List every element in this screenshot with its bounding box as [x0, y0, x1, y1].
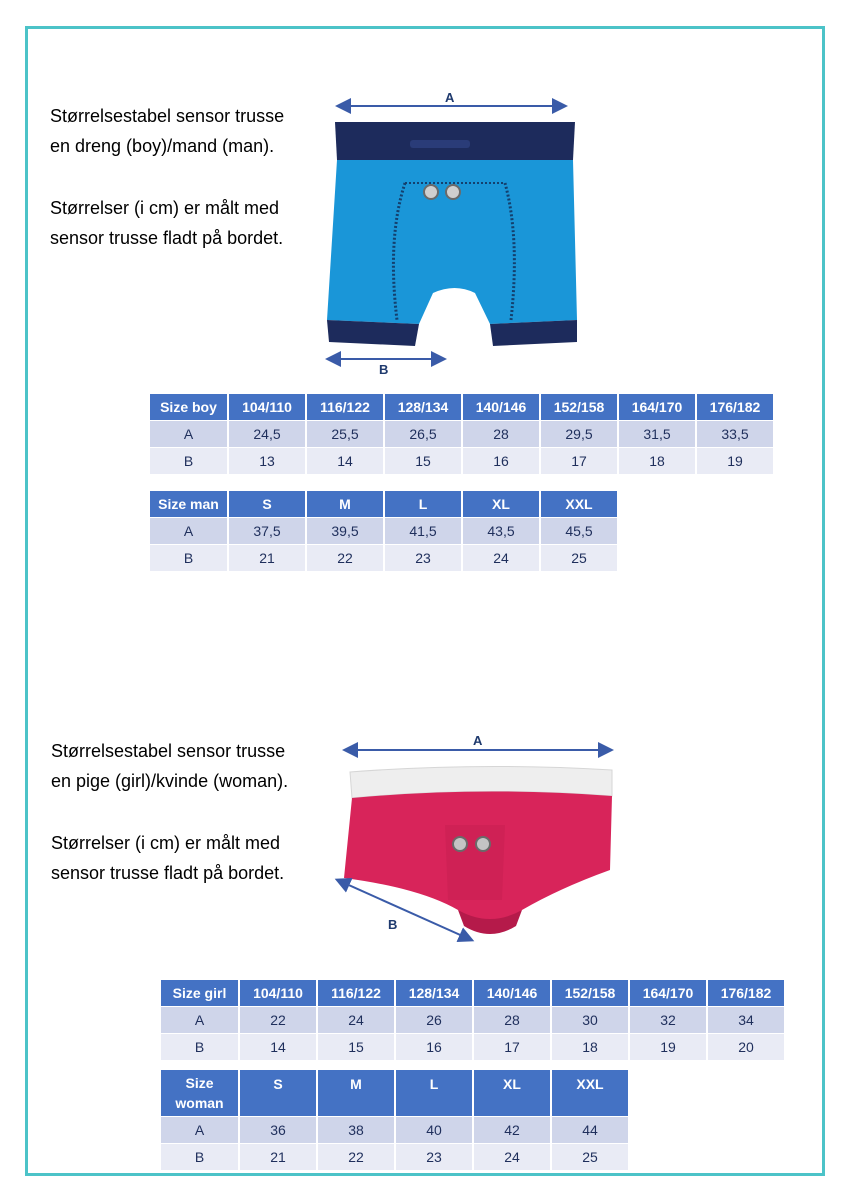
girl-intro-line2: en pige (girl)/kvinde (woman).: [51, 771, 289, 791]
table-cell: 25: [552, 1143, 628, 1170]
table-header-cell: 176/182: [708, 980, 784, 1006]
size-table-girl: [159, 980, 786, 1060]
table-row: [150, 447, 773, 474]
table-cell: 22: [318, 1143, 394, 1170]
table-header-cell: 164/170: [619, 394, 695, 420]
man-header-row: [150, 491, 617, 517]
table-cell: 36: [240, 1116, 316, 1143]
table-cell: 37,5: [229, 517, 305, 544]
table-row: [150, 420, 773, 447]
table-cell: 15: [385, 447, 461, 474]
girl-header-row: [161, 980, 784, 1006]
table-header-cell: S: [240, 1070, 316, 1116]
table-cell: 41,5: [385, 517, 461, 544]
table-cell: 14: [307, 447, 383, 474]
boy-header-row: [150, 394, 773, 420]
table-cell: 28: [474, 1006, 550, 1033]
table-header-cell: 164/170: [630, 980, 706, 1006]
table-cell: 16: [396, 1033, 472, 1060]
table-cell: 19: [630, 1033, 706, 1060]
table-row: [161, 1006, 784, 1033]
table-cell: 40: [396, 1116, 472, 1143]
table-cell: 39,5: [307, 517, 383, 544]
table-header-cell: 152/158: [552, 980, 628, 1006]
table-cell: B: [161, 1033, 238, 1060]
table-cell: 20: [708, 1033, 784, 1060]
girl-dim-a-label: A: [473, 733, 483, 748]
table-row: [150, 517, 617, 544]
table-cell: 31,5: [619, 420, 695, 447]
table-cell: 28: [463, 420, 539, 447]
boxer-brief-illustration: [315, 88, 585, 380]
table-cell: 19: [697, 447, 773, 474]
table-header-cell: 176/182: [697, 394, 773, 420]
girl-dim-b-label: B: [388, 917, 398, 932]
table-cell: B: [161, 1143, 238, 1170]
woman-header-line1: Size: [185, 1075, 214, 1091]
table-header-cell: 128/134: [385, 394, 461, 420]
table-cell: 14: [240, 1033, 316, 1060]
boy-intro-text: [50, 101, 284, 253]
table-cell: 29,5: [541, 420, 617, 447]
girl-intro-text: [51, 736, 288, 888]
boy-intro-line3: Størrelser (i cm) er målt med: [50, 198, 280, 218]
boy-dim-b-label: B: [379, 362, 389, 377]
table-cell: 23: [396, 1143, 472, 1170]
boy-intro-line4: sensor trusse fladt på bordet.: [50, 228, 284, 248]
table-header-cell: M: [318, 1070, 394, 1116]
table-header-cell: 152/158: [541, 394, 617, 420]
table-header-cell: 140/146: [463, 394, 539, 420]
table-cell: 24: [318, 1006, 394, 1033]
table-header-cell: L: [385, 491, 461, 517]
table-cell: B: [150, 544, 227, 571]
table-cell: 33,5: [697, 420, 773, 447]
table-header-cell: XXL: [552, 1070, 628, 1116]
table-header-cell: S: [229, 491, 305, 517]
table-cell: B: [150, 447, 227, 474]
table-header-cell: 140/146: [474, 980, 550, 1006]
table-header-cell: Size man: [150, 491, 227, 517]
right-leg-band: [490, 320, 577, 346]
table-cell: A: [161, 1116, 238, 1143]
table-cell: A: [150, 420, 227, 447]
size-table-boy: [148, 394, 775, 474]
table-cell: 18: [552, 1033, 628, 1060]
table-cell: 21: [240, 1143, 316, 1170]
table-cell: 22: [307, 544, 383, 571]
table-cell: 24,5: [229, 420, 305, 447]
table-cell: 34: [708, 1006, 784, 1033]
boy-intro-line1: Størrelsestabel sensor trusse: [50, 106, 285, 126]
table-cell: 43,5: [463, 517, 539, 544]
table-cell: 24: [474, 1143, 550, 1170]
sensor-snap-right: [476, 837, 490, 851]
woman-header-row: [161, 1070, 628, 1116]
table-row: [161, 1116, 628, 1143]
brief-illustration: [330, 730, 630, 945]
table-cell: 26: [396, 1006, 472, 1033]
sensor-snap-left: [424, 185, 438, 199]
table-cell: 13: [229, 447, 305, 474]
table-cell: 45,5: [541, 517, 617, 544]
table-cell: 18: [619, 447, 695, 474]
table-header-cell: XL: [474, 1070, 550, 1116]
table-header-cell: XL: [463, 491, 539, 517]
table-header-cell: 128/134: [396, 980, 472, 1006]
table-header-cell: 116/122: [307, 394, 383, 420]
boy-dim-a-label: A: [445, 90, 455, 105]
table-row: [161, 1143, 628, 1170]
table-header-cell: 104/110: [229, 394, 305, 420]
table-cell: 30: [552, 1006, 628, 1033]
sensor-snap-left: [453, 837, 467, 851]
table-header-cell: [161, 1070, 238, 1116]
table-cell: 32: [630, 1006, 706, 1033]
girl-intro-line4: sensor trusse fladt på bordet.: [51, 863, 285, 883]
boy-intro-line2: en dreng (boy)/mand (man).: [50, 136, 275, 156]
table-cell: 22: [240, 1006, 316, 1033]
table-cell: 25,5: [307, 420, 383, 447]
table-header-cell: L: [396, 1070, 472, 1116]
table-row: [150, 544, 617, 571]
table-header-cell: 104/110: [240, 980, 316, 1006]
table-row: [161, 1033, 784, 1060]
table-cell: 44: [552, 1116, 628, 1143]
woman-header-line2: woman: [175, 1095, 224, 1111]
left-leg-band: [327, 320, 419, 346]
sensor-snap-right: [446, 185, 460, 199]
table-cell: 25: [541, 544, 617, 571]
table-header-cell: Size girl: [161, 980, 238, 1006]
size-table-woman: [159, 1070, 630, 1170]
table-cell: 21: [229, 544, 305, 571]
table-header-cell: M: [307, 491, 383, 517]
table-header-cell: Size boy: [150, 394, 227, 420]
table-cell: 23: [385, 544, 461, 571]
table-cell: 17: [541, 447, 617, 474]
table-cell: A: [161, 1006, 238, 1033]
girl-intro-line1: Størrelsestabel sensor trusse: [51, 741, 286, 761]
table-cell: 42: [474, 1116, 550, 1143]
table-cell: 15: [318, 1033, 394, 1060]
table-cell: 38: [318, 1116, 394, 1143]
table-header-cell: 116/122: [318, 980, 394, 1006]
table-header-cell: XXL: [541, 491, 617, 517]
girl-intro-line3: Størrelser (i cm) er målt med: [51, 833, 281, 853]
table-cell: 26,5: [385, 420, 461, 447]
table-cell: 24: [463, 544, 539, 571]
size-table-man: [148, 491, 619, 571]
table-cell: 17: [474, 1033, 550, 1060]
table-cell: A: [150, 517, 227, 544]
table-cell: 16: [463, 447, 539, 474]
